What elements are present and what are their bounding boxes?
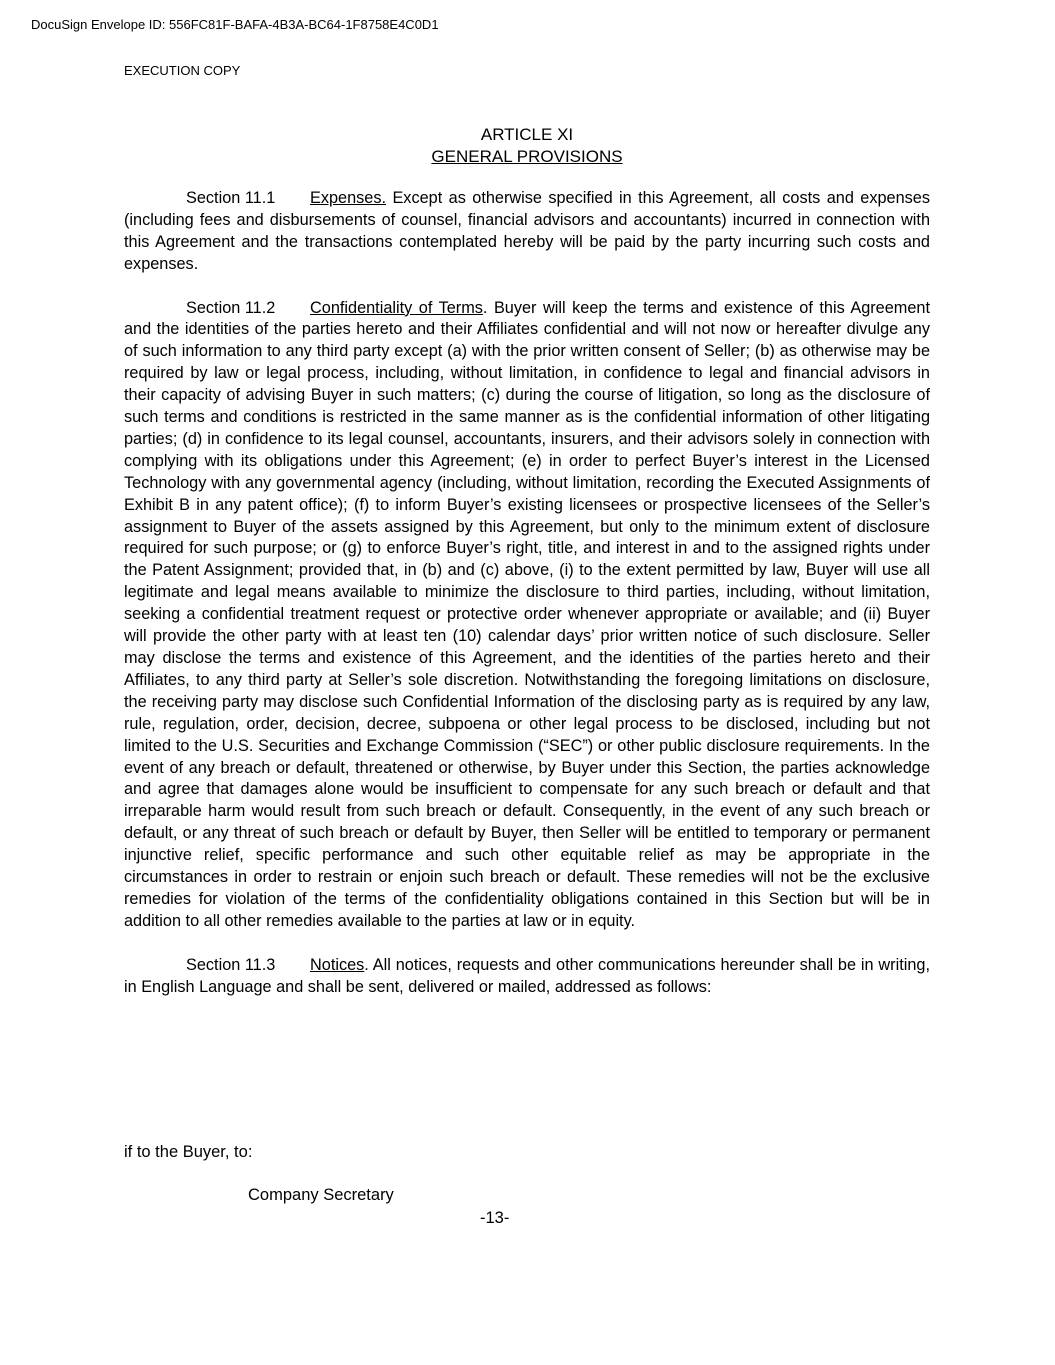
company-secretary-line: Company Secretary <box>248 1186 394 1204</box>
section-label: Section 11.3 <box>186 955 276 974</box>
document-body <box>124 188 930 1020</box>
section-heading: Expenses. <box>310 189 387 207</box>
section-11-2 <box>124 298 930 933</box>
docusign-envelope-id: DocuSign Envelope ID: 556FC81F-BAFA-4B3A-BC64-1F8758E4C0D1 <box>31 17 439 32</box>
section-11-1 <box>124 188 930 276</box>
section-text: Except as otherwise specified in this Agreement, all costs and expenses (including fees and disbursements of counsel, financial advisors and accountants) incurred in connection with this Agreement and the transactions contemplated hereby will be paid by the party incurring such costs and expenses. <box>124 189 930 273</box>
section-label: Section 11.2 <box>186 298 276 317</box>
section-text: . All notices, requests and other communications hereunder shall be in writing, in English Language and shall be sent, delivered or mailed, addressed as follows: <box>124 955 930 996</box>
if-to-buyer-line: if to the Buyer, to: <box>124 1143 253 1161</box>
page-number: -13- <box>480 1209 510 1227</box>
section-text: . Buyer will keep the terms and existence of this Agreement and the identities of the parties hereto and their Affiliates confidential and will not now or hereafter divulge any of such information to any third party except (a) with the prior written consent of Seller; (b) as otherwise may be required by law or legal process, including, without limitation, in confidence to legal and financial advisors in their capacity of advising Buyer in such matters; (c) during the course of litigation, so long as the disclosure of such terms and conditions is restricted in the same manner as is the confidential information of other litigating parties; (d) in confidence to its legal counsel, accountants, insurers, and their advisors solely in connection with complying with its obligations under this Agreement; (e) in order to perfect Buyer’s interest in the Licensed Technology with any governmental agency (including, without limitation, recording the Executed Assignments of Exhibit B in any patent office); (f) to inform Buyer’s existing licensees or prospective licensees of the Seller’s assignment to Buyer of the assets assigned by this Agreement, but only to the minimum extent of disclosure required for such purpose; or (g) to enforce Buyer’s right, title, and interest in and to the assigned rights under the Patent Assignment; provided that, in (b) and (c) above, (i) to the extent permitted by law, Buyer will use all legitimate and legal means available to minimize the disclosure to third parties, including, without limitation, seeking a confidential treatment request or protective order whenever appropriate or available; and (ii) Buyer will provide the other party with at least ten (10) calendar days’ prior written notice of such disclosure. Seller may disclose the terms and existence of this Agreement, and the identities of the parties hereto and their Affiliates, to any third party at Seller’s sole discretion. Notwithstanding the foregoing limitations on disclosure, the receiving party may disclose such Confidential Information of the disclosing party as is required by any law, rule, regulation, order, decision, decree, subpoena or other legal process to be disclosed, including but not limited to the U.S. Securities and Exchange Commission (“SEC”) or other public disclosure requirements. In the event of any breach or default, threatened or otherwise, by Buyer under this Section, the parties acknowledge and agree that damages alone would be insufficient to compensate for any such breach or default and that irreparable harm would result from such breach or default. Consequently, in the event of any such breach or default, or any threat of such breach or default by Buyer, then Seller will be entitled to temporary or permanent injunctive relief, specific performance and such other equitable relief as may be appropriate in the circumstances in order to restrain or enjoin such breach or default. These remedies will not be the exclusive remedies for violation of the terms of the confidentiality obligations contained in this Section but will be in addition to all other remedies available to the parties at law or in equity. <box>124 298 930 930</box>
section-heading: Notices <box>310 955 365 974</box>
section-11-3 <box>124 955 930 999</box>
section-heading: Confidentiality of Terms <box>310 298 483 317</box>
article-subtitle: GENERAL PROVISIONS <box>431 147 623 166</box>
section-label: Section 11.1 <box>186 189 276 207</box>
article-title: ARTICLE XI <box>480 125 574 144</box>
execution-copy-label: EXECUTION COPY <box>124 63 241 78</box>
